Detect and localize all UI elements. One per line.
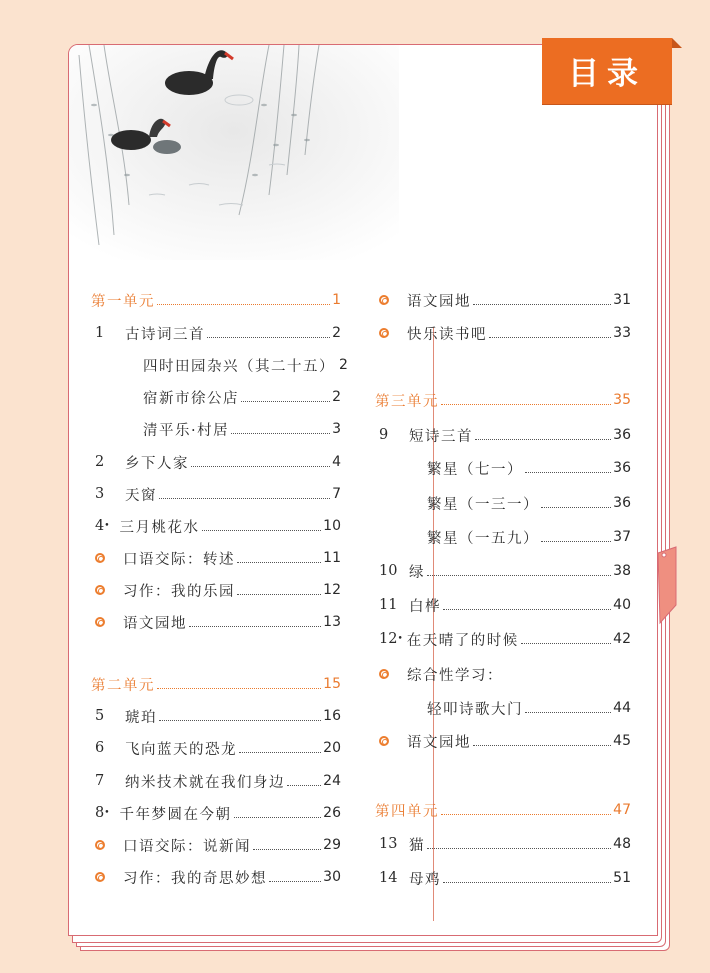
page-number: 20 — [323, 740, 341, 756]
dot-leader — [473, 745, 611, 746]
toc-entry-row[interactable] — [143, 385, 341, 409]
entry-title: 繁星（一三一） — [427, 496, 539, 513]
entry-title: 口语交际：转述 — [123, 551, 235, 568]
page-number: 3 — [332, 421, 341, 437]
entry-title: 宿新市徐公店 — [143, 390, 239, 407]
page-number: 15 — [323, 676, 341, 692]
toc-entry-row[interactable] — [95, 450, 341, 474]
toc-page — [68, 44, 658, 936]
toc-entry-row[interactable] — [95, 610, 341, 634]
page-number: 31 — [613, 292, 631, 308]
page-number: 48 — [613, 836, 631, 852]
dot-leader — [159, 720, 321, 721]
swan-ink-painting — [69, 45, 399, 260]
lesson-number: 10 — [379, 563, 398, 579]
toc-entry-row[interactable] — [95, 865, 341, 889]
page-number: 36 — [613, 427, 631, 443]
entry-title: 绿 — [409, 564, 425, 581]
page-number: 30 — [323, 869, 341, 885]
section-ring-icon — [379, 328, 389, 338]
page-number: 37 — [613, 529, 631, 545]
lesson-number: 1 — [95, 325, 105, 341]
dot-leader — [541, 541, 611, 542]
toc-unit-row[interactable] — [375, 388, 631, 412]
dot-leader — [159, 498, 330, 499]
toc-entry-row[interactable] — [379, 559, 631, 583]
toc-entry-row[interactable] — [95, 546, 341, 570]
page-number: 40 — [613, 597, 631, 613]
entry-title: 语文园地 — [123, 615, 187, 632]
dot-leader — [287, 785, 321, 786]
toc-unit-row[interactable] — [375, 798, 631, 822]
entry-title: 清平乐·村居 — [143, 422, 230, 439]
dot-leader — [521, 643, 611, 644]
toc-entry-row[interactable] — [379, 832, 631, 856]
entry-title: 在天晴了的时候 — [406, 632, 519, 649]
page-number: 45 — [613, 733, 631, 749]
toc-entry-row[interactable] — [379, 288, 631, 312]
toc-entry-row[interactable] — [95, 514, 341, 538]
dot-leader — [189, 626, 321, 627]
optional-lesson-marker: • — [104, 808, 110, 818]
entry-title: 第四单元 — [375, 803, 439, 820]
section-ring-icon — [379, 736, 389, 746]
lesson-number: 6 — [95, 740, 105, 756]
toc-entry-row[interactable] — [95, 769, 341, 793]
page-number: 2 — [339, 357, 348, 373]
dot-leader — [269, 881, 321, 882]
lesson-number: 5 — [95, 708, 105, 724]
entry-title: 第一单元 — [91, 293, 155, 310]
toc-entry-row[interactable] — [95, 578, 341, 602]
entry-title: 古诗词三首 — [125, 326, 205, 343]
optional-lesson-marker: • — [104, 521, 110, 531]
dot-leader — [237, 594, 321, 595]
page-number: 44 — [613, 700, 631, 716]
section-ring-icon — [379, 295, 389, 305]
dot-leader — [202, 530, 322, 531]
page-title: 目录 — [568, 56, 646, 92]
entry-title: 语文园地 — [407, 293, 471, 310]
dot-leader — [473, 304, 611, 305]
page-number: 1 — [332, 292, 341, 308]
entry-title: 三月桃花水 — [119, 519, 200, 536]
page-number: 35 — [613, 392, 631, 408]
page-number: 51 — [613, 870, 631, 886]
entry-title: 千年梦圆在今朝 — [119, 806, 232, 823]
toc-entry-row[interactable] — [95, 482, 341, 506]
section-ring-icon — [379, 669, 389, 679]
dot-leader — [525, 472, 611, 473]
dot-leader — [231, 433, 330, 434]
entry-title: 口语交际：说新闻 — [123, 838, 251, 855]
lesson-number: 2 — [95, 454, 105, 470]
toc-entry-row[interactable] — [143, 353, 348, 377]
toc-entry-row[interactable] — [143, 417, 341, 441]
page-number: 12 — [323, 582, 341, 598]
dot-leader — [541, 507, 611, 508]
entry-title: 习作：我的乐园 — [123, 583, 235, 600]
dot-leader — [443, 882, 611, 883]
entry-title: 繁星（一五九） — [427, 530, 539, 547]
page-number: 16 — [323, 708, 341, 724]
lesson-number: 13 — [379, 836, 398, 852]
toc-entry-row[interactable] — [379, 729, 631, 753]
section-ring-icon — [95, 840, 105, 850]
dot-leader — [441, 404, 611, 405]
dot-leader — [475, 439, 611, 440]
page-number: 29 — [323, 837, 341, 853]
book — [68, 44, 660, 934]
lesson-number: 14 — [379, 870, 398, 886]
toc-entry-row[interactable] — [427, 525, 631, 549]
dot-leader — [239, 752, 321, 753]
page-number: 7 — [332, 486, 341, 502]
lesson-number: 3 — [95, 486, 105, 502]
header-tab — [542, 38, 672, 104]
page-number: 13 — [323, 614, 341, 630]
toc-entry-row[interactable] — [427, 456, 631, 480]
page-number: 36 — [613, 495, 631, 511]
entry-title: 天窗 — [125, 487, 157, 504]
section-ring-icon — [95, 617, 105, 627]
entry-title: 第三单元 — [375, 393, 439, 410]
page-number: 2 — [332, 389, 341, 405]
lesson-number: 4 — [95, 518, 105, 534]
toc-entry-row[interactable] — [95, 833, 341, 857]
entry-title: 四时田园杂兴（其二十五） — [143, 358, 335, 375]
page-number: 24 — [323, 773, 341, 789]
toc-entry-row[interactable] — [379, 627, 631, 651]
lesson-number: 8 — [95, 805, 105, 821]
page-number: 36 — [613, 460, 631, 476]
entry-title: 猫 — [409, 837, 425, 854]
toc-entry-row[interactable] — [95, 321, 341, 345]
entry-title: 繁星（七一） — [427, 461, 523, 478]
toc-entry-row[interactable] — [427, 696, 631, 720]
entry-title: 短诗三首 — [409, 428, 473, 445]
page-number: 47 — [613, 802, 631, 818]
entry-title: 综合性学习： — [407, 667, 503, 684]
dot-leader — [237, 562, 321, 563]
toc-entry-row[interactable] — [379, 866, 631, 890]
lesson-number: 12 — [379, 631, 398, 647]
lesson-number: 9 — [379, 427, 389, 443]
dot-leader — [157, 304, 330, 305]
dot-leader — [441, 814, 611, 815]
toc-entry-row[interactable] — [379, 423, 631, 447]
section-ring-icon — [95, 553, 105, 563]
page-number: 26 — [323, 805, 341, 821]
entry-title: 纳米技术就在我们身边 — [125, 774, 285, 791]
entry-title: 琥珀 — [125, 709, 157, 726]
dot-leader — [241, 401, 330, 402]
dot-leader — [191, 466, 330, 467]
entry-title: 轻叩诗歌大门 — [427, 701, 523, 718]
entry-title: 乡下人家 — [125, 455, 189, 472]
toc-entry-row[interactable] — [379, 321, 631, 345]
entry-title: 第二单元 — [91, 677, 155, 694]
dot-leader — [525, 712, 611, 713]
toc-unit-row[interactable] — [91, 288, 341, 312]
section-ring-icon — [95, 585, 105, 595]
dot-leader — [207, 337, 330, 338]
dot-leader — [427, 575, 611, 576]
page-number: 33 — [613, 325, 631, 341]
entry-title: 母鸡 — [409, 871, 441, 888]
entry-title: 习作：我的奇思妙想 — [123, 870, 267, 887]
dot-leader — [157, 688, 321, 689]
entry-title: 快乐读书吧 — [407, 326, 487, 343]
entry-title: 白桦 — [409, 598, 441, 615]
page-number: 10 — [323, 518, 341, 534]
toc-entry-row[interactable] — [427, 491, 631, 515]
page-number: 11 — [323, 550, 341, 566]
dot-leader — [253, 849, 321, 850]
dot-leader — [443, 609, 611, 610]
optional-lesson-marker: • — [397, 634, 403, 644]
section-ring-icon — [95, 872, 105, 882]
page-number: 4 — [332, 454, 341, 470]
page-number: 38 — [613, 563, 631, 579]
toc-unit-row[interactable] — [91, 672, 341, 696]
page-number: 42 — [613, 631, 631, 647]
dot-leader — [489, 337, 611, 338]
entry-title: 飞向蓝天的恐龙 — [125, 741, 237, 758]
toc-entry-row[interactable] — [379, 593, 631, 617]
dot-leader — [234, 817, 322, 818]
bookmark-tag — [656, 545, 678, 625]
toc-entry-row[interactable] — [95, 801, 341, 825]
entry-title: 语文园地 — [407, 734, 471, 751]
lesson-number: 11 — [379, 597, 398, 613]
toc-entry-row[interactable] — [379, 662, 631, 686]
dot-leader — [427, 848, 611, 849]
page-number: 2 — [332, 325, 341, 341]
toc-entry-row[interactable] — [95, 736, 341, 760]
toc-entry-row[interactable] — [95, 704, 341, 728]
lesson-number: 7 — [95, 773, 105, 789]
